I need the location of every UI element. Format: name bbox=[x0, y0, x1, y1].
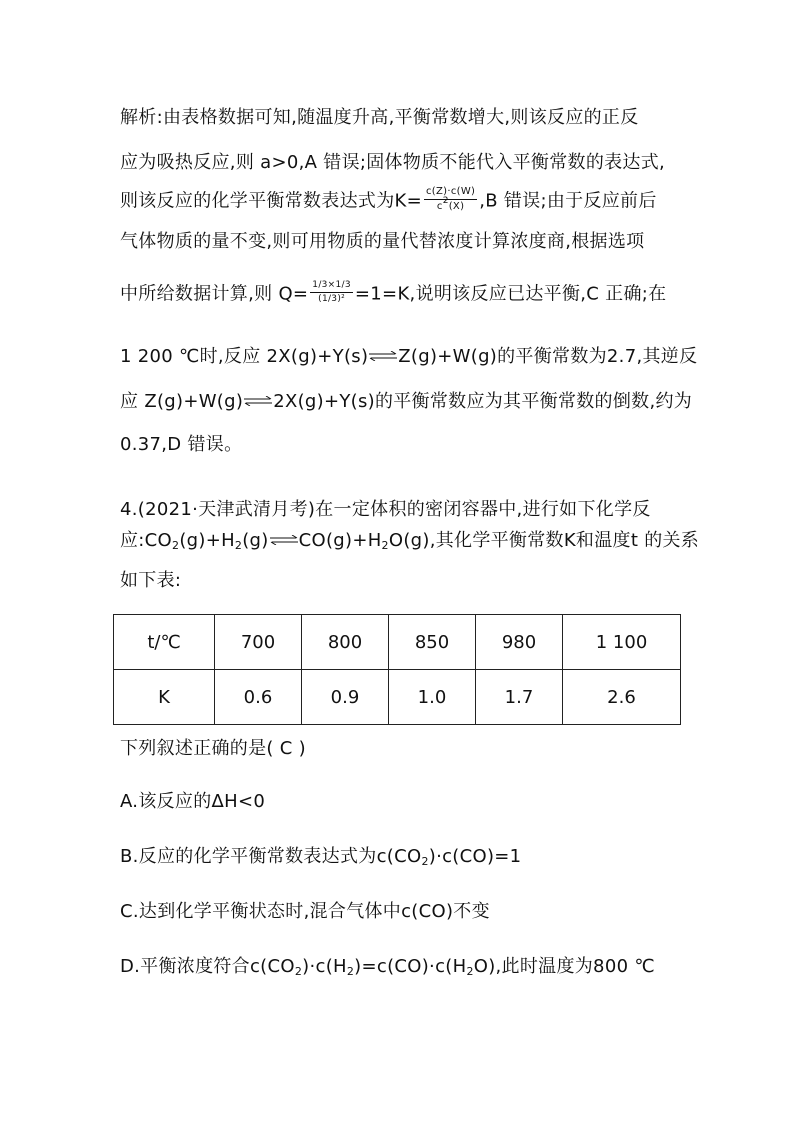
equilibrium-constant-table bbox=[113, 614, 681, 725]
table-cell: 0.9 bbox=[302, 670, 389, 725]
solution-line-2: 应为吸热反应,则 a>0,A 错误;固体物质不能代入平衡常数的表达式, bbox=[120, 152, 666, 173]
solution-line-1: 解析:由表格数据可知,随温度升高,平衡常数增大,则该反应的正反 bbox=[120, 107, 639, 128]
table-cell: 1.0 bbox=[389, 670, 476, 725]
table-header-cell: 700 bbox=[215, 615, 302, 670]
table-row bbox=[114, 615, 681, 670]
table-cell: 2.6 bbox=[563, 670, 681, 725]
option-c: C.达到化学平衡状态时,混合气体中c(CO)不变 bbox=[120, 901, 490, 922]
solution-line-6: 1 200 ℃时,反应 2X(g)+Y(s) Z(g)+W(g)的平衡常数为2.7,其逆反 bbox=[120, 346, 698, 367]
equilibrium-arrow-icon bbox=[269, 535, 299, 545]
table-header-cell: 800 bbox=[302, 615, 389, 670]
question-stem-line-2: 应$:CO_2(g)+H_2(g)$ $CO(g)+H_2O(g)$,其化学平衡常数K和温度t 的关系 bbox=[120, 530, 700, 552]
table-cell: K bbox=[114, 670, 215, 725]
table-header-cell: 980 bbox=[476, 615, 563, 670]
equilibrium-arrow-icon bbox=[368, 351, 398, 361]
question-prompt: 下列叙述正确的是( C ) bbox=[120, 738, 306, 759]
solution-line-3: 则该反应的化学平衡常数表达式为K= $\frac{c(Z)\cdot c(W)}{c^2(X)}$ ,B 错误;由于反应前后 bbox=[120, 186, 657, 212]
option-a: A.该反应的ΔH<0 bbox=[120, 791, 266, 812]
table-header-cell: 1 100 bbox=[563, 615, 681, 670]
table-header-cell: t/℃ bbox=[114, 615, 215, 670]
table-row bbox=[114, 670, 681, 725]
solution-line-5: 中所给数据计算,则 Q= $\frac{1/3\times 1/3}{\text{(1/3)²}}$ =1=K,说明该反应已达平衡,C 正确;在 bbox=[120, 280, 667, 305]
table-cell: 1.7 bbox=[476, 670, 563, 725]
equilibrium-arrow-icon bbox=[243, 396, 273, 406]
table-cell: 0.6 bbox=[215, 670, 302, 725]
solution-line-8: 0.37,D 错误。 bbox=[120, 434, 243, 455]
table-header-cell: 850 bbox=[389, 615, 476, 670]
k-expression-fraction: $\frac{c(Z)\cdot c(W)}{c^2(X)}$ bbox=[425, 186, 476, 212]
solution-line-4: 气体物质的量不变,则可用物质的量代替浓度计算浓度商,根据选项 bbox=[120, 231, 645, 252]
option-d: D.平衡浓度符合$c(CO_2)\cdot c(H_2)=c(CO)\cdot c(H_2O)$,此时温度为800 ℃ bbox=[120, 956, 655, 978]
solution-line-7: 应 Z(g)+W(g) 2X(g)+Y(s)的平衡常数应为其平衡常数的倒数,约为 bbox=[120, 391, 693, 412]
question-stem-line-3: 如下表: bbox=[120, 570, 182, 591]
option-b: B.反应的化学平衡常数表达式为$c(CO_2)\cdot c(CO)=1$ bbox=[120, 846, 522, 868]
question-stem-line-1: 4.(2021·天津武清月考)在一定体积的密闭容器中,进行如下化学反 bbox=[120, 499, 651, 520]
q-fraction: $\frac{1/3\times 1/3}{\text{(1/3)²}}$ bbox=[312, 280, 351, 304]
